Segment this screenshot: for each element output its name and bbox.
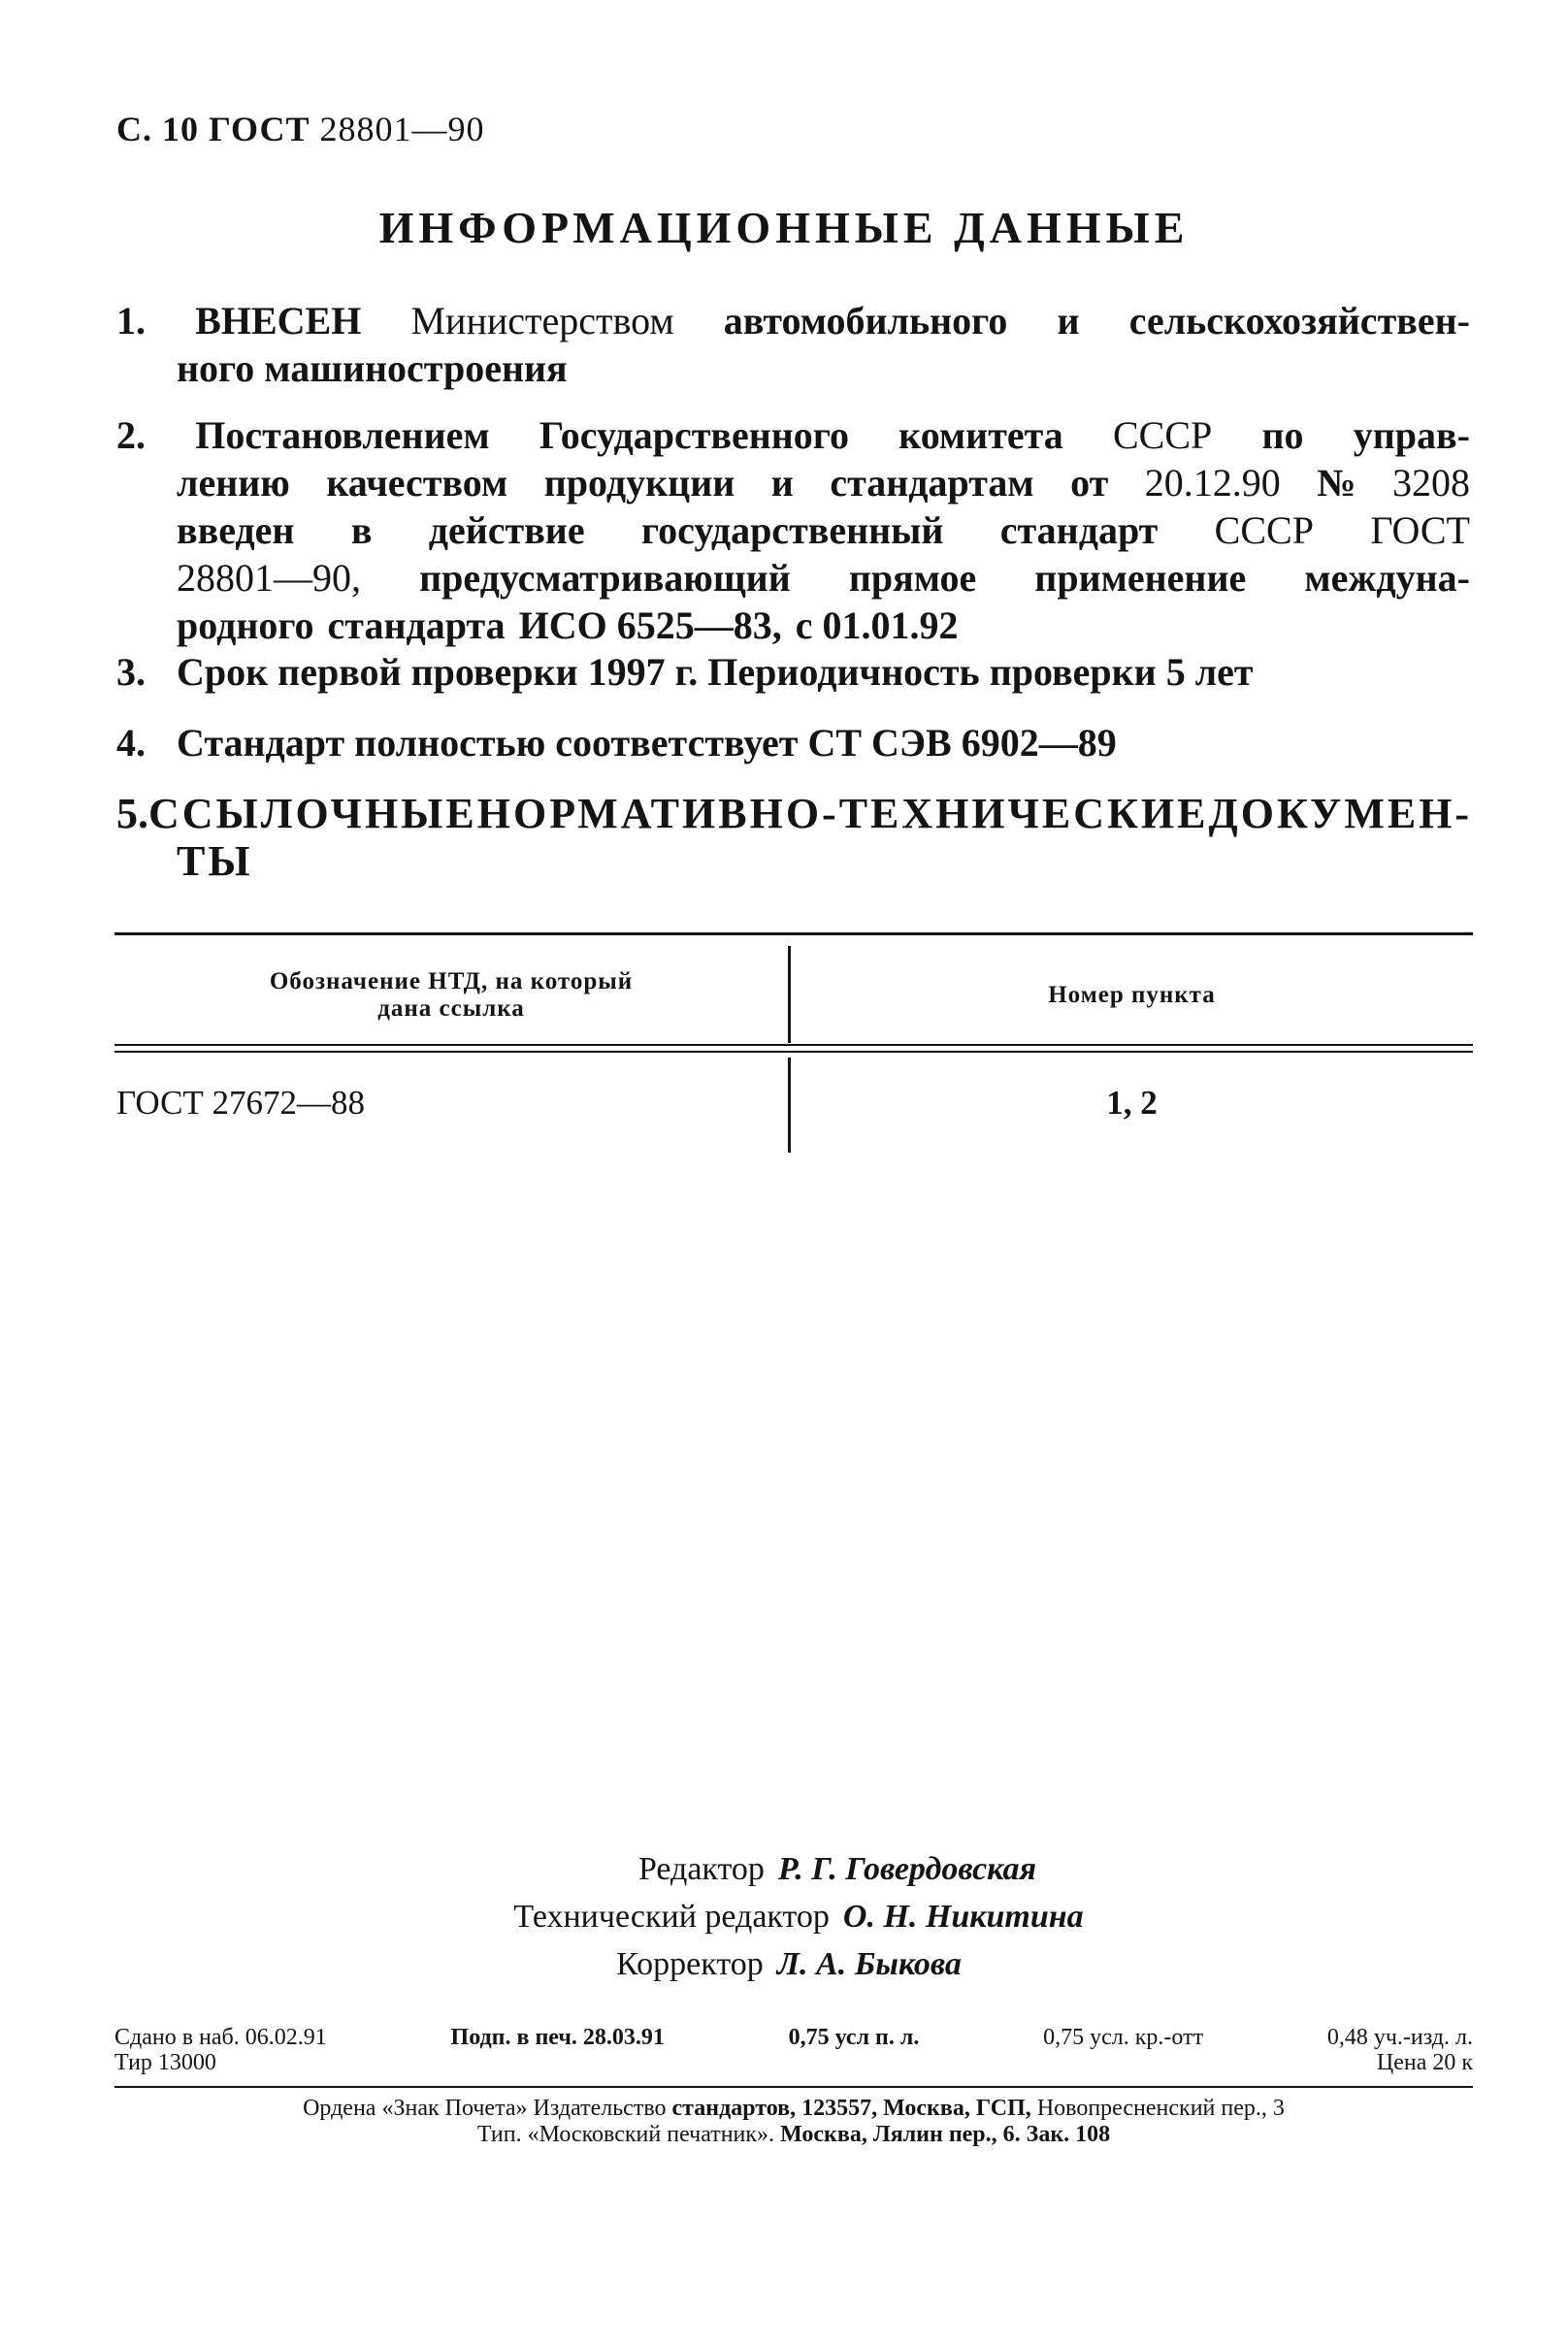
- item-2-word: СССР: [1112, 413, 1213, 457]
- table-cell-document: ГОСТ 27672—88: [116, 1084, 366, 1122]
- info-item-3: [116, 648, 1470, 696]
- item-1-number: 1.: [116, 299, 146, 342]
- table-header-rule-1: [114, 1044, 1473, 1046]
- item-5-word: НОРМАТИВНО-ТЕХНИЧЕСКИЕ: [476, 790, 1209, 837]
- item-1-word: ВНЕСЕН: [195, 299, 362, 342]
- credit-technical-editor: [0, 1893, 1568, 1940]
- table-top-rule: [114, 932, 1473, 935]
- item-2-word: комитета: [898, 413, 1063, 457]
- editor-name: Р. Г. Говердовская: [777, 1851, 1037, 1887]
- item-2-word: 20.12.90: [1144, 461, 1281, 505]
- item-2-word: лению: [177, 461, 290, 505]
- item-2-word: Государственного: [539, 413, 849, 457]
- item-2-word: применение: [1034, 556, 1247, 600]
- info-item-5: [116, 790, 1473, 885]
- imprint-divider: [114, 2086, 1473, 2088]
- item-3-text: Срок первой проверки 1997 г. Периодичность проверки 5 лет: [177, 650, 1254, 694]
- item-1-line-1: [116, 297, 1470, 344]
- item-2-line-5: [116, 602, 1470, 649]
- item-2-word: по: [1261, 413, 1304, 457]
- item-3-number: 3.: [116, 650, 146, 694]
- table-header-rule-2: [114, 1051, 1473, 1053]
- item-1-word: Министерством: [410, 299, 674, 342]
- item-2-word: в: [350, 508, 373, 552]
- publisher-line-1: [114, 2096, 1473, 2122]
- item-2-word: 3208: [1391, 461, 1470, 505]
- page-title: ИНФОРМАЦИОННЫЕ ДАННЫЕ: [378, 203, 1190, 252]
- item-2-line-1: [116, 411, 1470, 459]
- printing-house-name: Тип. «Московский печатник».: [476, 2122, 775, 2147]
- editor-label: Редактор: [637, 1851, 765, 1887]
- item-2-word: введен: [177, 508, 295, 552]
- item-2-line-3: [116, 506, 1470, 554]
- tech-editor-label: Технический редактор: [513, 1899, 830, 1935]
- item-2-word: стандартам: [830, 461, 1034, 505]
- item-2-word: №: [1317, 461, 1356, 505]
- item-2-line-2: [116, 459, 1470, 506]
- imprint-price: Цена 20 к: [1376, 2050, 1473, 2075]
- item-1-line-2: ного машиностроения: [177, 346, 568, 390]
- imprint-publishing-sheets: 0,48 уч.-изд. л.: [1326, 2025, 1473, 2050]
- item-2-word: междуна-: [1304, 556, 1470, 600]
- item-2-line-4: [116, 554, 1470, 602]
- info-item-1: [116, 297, 1470, 392]
- item-5-line-1: [116, 790, 1473, 837]
- corrector-name: Л. А. Быкова: [776, 1946, 962, 1982]
- item-2-word: предусматривающий: [419, 556, 791, 600]
- printing-house-address: Москва, Лялин пер., 6. Зак. 108: [780, 2122, 1111, 2147]
- item-2-word: 28801—90,: [177, 556, 361, 600]
- item-5-number: 5.: [116, 790, 148, 837]
- item-2-word: ГОСТ: [1370, 508, 1470, 552]
- item-2-word: продукции: [543, 461, 735, 505]
- table-header-clause: Номер пункта: [1048, 982, 1216, 1008]
- header-standard-number: 28801—90: [319, 110, 485, 148]
- item-2-word: государственный: [640, 508, 944, 552]
- table-cell-clause: 1, 2: [1106, 1084, 1158, 1122]
- item-5-word: ССЫЛОЧНЫЕ: [148, 790, 477, 837]
- item-2-word: и: [770, 461, 794, 505]
- item-1-word: сельскохозяйствен-: [1128, 299, 1470, 342]
- corrector-label: Корректор: [616, 1946, 764, 1982]
- credit-corrector: [0, 1940, 1568, 1988]
- item-2-word: качеством: [326, 461, 508, 505]
- imprint-row-1: [114, 2025, 1473, 2050]
- item-4-text: Стандарт полностью соответствует СТ СЭВ 6902—89: [177, 721, 1117, 765]
- imprint-printed-sheets: 0,75 усл п. л.: [788, 2025, 920, 2050]
- item-1-word: автомобильного: [723, 299, 1008, 342]
- item-1-word: и: [1057, 299, 1080, 342]
- item-2-word: управ-: [1353, 413, 1470, 457]
- item-2-word: родного: [177, 603, 314, 647]
- running-header: [116, 109, 484, 149]
- info-item-4: [116, 719, 1470, 766]
- item-2-effective-date: с 01.01.92: [795, 603, 959, 647]
- imprint-color-prints: 0,75 усл. кр.-отт: [1043, 2025, 1204, 2050]
- item-2-word: действие: [428, 508, 585, 552]
- publisher-line-2: [114, 2122, 1473, 2148]
- header-document-line-1: Обозначение НТД, на который: [269, 968, 634, 994]
- credit-editor: [0, 1845, 1568, 1893]
- item-2-iso-reference: ИСО 6525—83,: [518, 603, 782, 647]
- publisher-address-part-2: Новопресненский пер., 3: [1036, 2096, 1285, 2121]
- header-prefix: С. 10 ГОСТ: [116, 110, 310, 148]
- publisher-address-part-1: стандартов, 123557, Москва, ГСП,: [671, 2096, 1031, 2121]
- imprint-row-2: [114, 2050, 1473, 2075]
- item-2-word: стандарта: [327, 603, 506, 647]
- imprint-tirage: Тир 13000: [114, 2050, 216, 2075]
- item-2-word: прямое: [848, 556, 977, 600]
- publisher-info: [114, 2096, 1473, 2148]
- item-4-number: 4.: [116, 721, 146, 765]
- editorial-credits: [0, 1845, 1568, 1988]
- table-header-document: [114, 968, 788, 1023]
- item-2-word: стандарт: [999, 508, 1159, 552]
- info-item-2: [116, 411, 1470, 649]
- item-2-number: 2.: [116, 413, 146, 457]
- print-imprint: [114, 2025, 1473, 2075]
- item-2-word: Постановлением: [195, 413, 490, 457]
- item-2-word: СССР: [1214, 508, 1314, 552]
- header-document-line-2: дана ссылка: [377, 995, 525, 1022]
- item-2-word: от: [1070, 461, 1109, 505]
- publisher-name: Ордена «Знак Почета» Издательство: [303, 2096, 667, 2121]
- item-5-word: ДОКУМЕН-: [1208, 790, 1473, 837]
- imprint-typeset-date: Сдано в наб. 06.02.91: [114, 2025, 327, 2050]
- item-5-line-2: ТЫ: [177, 837, 253, 885]
- tech-editor-name: О. Н. Никитина: [842, 1899, 1084, 1935]
- imprint-print-date: Подп. в печ. 28.03.91: [450, 2025, 665, 2050]
